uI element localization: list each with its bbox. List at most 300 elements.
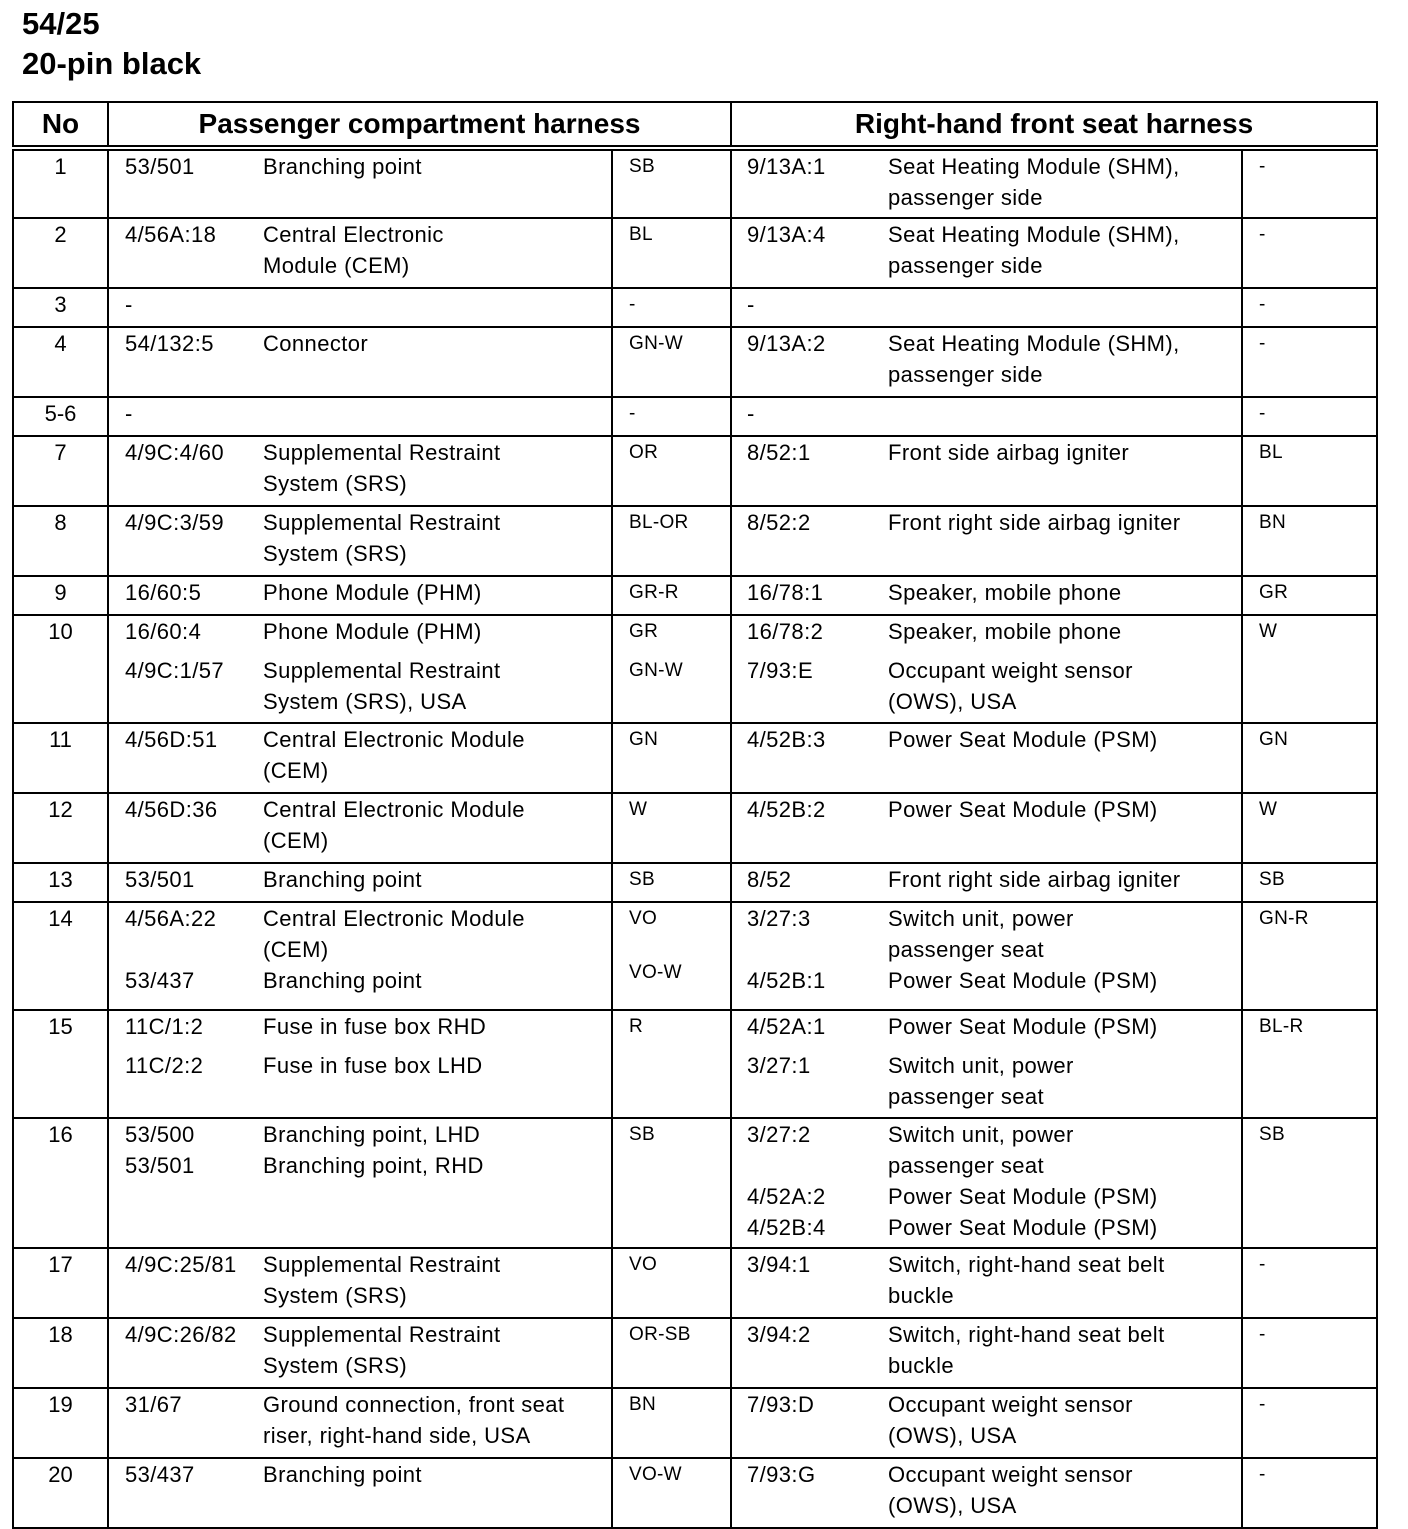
seat-component-id: 4/52B:3	[747, 727, 826, 752]
line-spacer	[125, 934, 250, 965]
passenger-component-id-cell	[108, 1010, 250, 1118]
passenger-wire-colour-cell	[612, 436, 731, 506]
passenger-description: Module (CEM)	[263, 253, 410, 278]
seat-component-id-cell	[731, 576, 873, 615]
passenger-wire-colour-cell	[612, 1388, 731, 1458]
table-row	[13, 1010, 1377, 1118]
line-spacer	[747, 686, 873, 717]
seat-component-id-cell	[731, 148, 873, 218]
seat-component-id: 8/52:2	[747, 510, 811, 535]
passenger-wire-colour-cell	[612, 793, 731, 863]
seat-component-id: 7/93:D	[747, 1392, 815, 1417]
header-no: No	[13, 102, 108, 148]
passenger-component-id-cell	[108, 1318, 250, 1388]
seat-component-id-cell	[731, 793, 873, 863]
seat-description-cell	[873, 615, 1242, 723]
header-passenger-harness: Passenger compartment harness	[108, 102, 731, 148]
table-row	[13, 288, 1377, 327]
line-spacer	[125, 1280, 250, 1311]
passenger-wire-colour: W	[629, 799, 648, 820]
seat-wire-colour-cell	[1242, 723, 1377, 793]
seat-component-id: 4/52A:2	[747, 1184, 826, 1209]
seat-description: Power Seat Module (PSM)	[888, 968, 1158, 993]
seat-wire-colour: SB	[1259, 1124, 1285, 1145]
seat-description: Power Seat Module (PSM)	[888, 1215, 1158, 1240]
passenger-description-cell	[250, 793, 612, 863]
seat-wire-colour: -	[1259, 1394, 1266, 1415]
seat-wire-colour-cell	[1242, 1248, 1377, 1318]
seat-component-id-cell	[731, 1388, 873, 1458]
passenger-wire-colour-cell	[612, 1118, 731, 1248]
passenger-component-id: 53/437	[125, 1462, 195, 1487]
passenger-description: Supplemental Restraint	[263, 510, 501, 535]
passenger-component-id: 53/500	[125, 1122, 195, 1147]
seat-component-id-cell	[731, 288, 873, 327]
seat-wire-colour: GN-R	[1259, 908, 1309, 929]
seat-component-id-cell	[731, 615, 873, 723]
passenger-wire-colour-cell	[612, 902, 731, 1010]
seat-description: Power Seat Module (PSM)	[888, 797, 1158, 822]
table-row	[13, 615, 1377, 723]
seat-description: (OWS), USA	[888, 1493, 1017, 1518]
line-spacer	[125, 538, 250, 569]
seat-description: passenger seat	[888, 937, 1045, 962]
passenger-description: Branching point	[263, 867, 422, 892]
seat-description: Switch unit, power	[888, 1053, 1074, 1078]
passenger-description-cell	[250, 397, 612, 436]
seat-component-id: 3/27:2	[747, 1122, 811, 1147]
passenger-description: Supplemental Restraint	[263, 1252, 501, 1277]
table-header	[13, 102, 1377, 148]
passenger-wire-colour-cell	[612, 723, 731, 793]
seat-wire-colour: -	[1259, 1254, 1266, 1275]
table-row	[13, 723, 1377, 793]
passenger-description-cell	[250, 615, 612, 723]
seat-description-cell	[873, 1318, 1242, 1388]
passenger-wire-colour: BL-OR	[629, 512, 689, 533]
seat-wire-colour: -	[1259, 403, 1266, 424]
seat-component-id-cell	[731, 1458, 873, 1528]
passenger-wire-colour: OR-SB	[629, 1324, 691, 1345]
passenger-description: (CEM)	[263, 937, 329, 962]
table-row	[13, 863, 1377, 902]
seat-description-cell	[873, 436, 1242, 506]
passenger-description: Branching point	[263, 968, 422, 993]
passenger-wire-colour-cell	[612, 218, 731, 288]
passenger-component-id: -	[125, 401, 133, 426]
seat-description-cell	[873, 218, 1242, 288]
line-spacer	[747, 359, 873, 390]
passenger-component-id-cell	[108, 1458, 250, 1528]
seat-component-id: 4/52B:1	[747, 968, 826, 993]
seat-wire-colour: -	[1259, 156, 1266, 177]
pin-number: 13	[13, 863, 108, 902]
seat-wire-colour: GN	[1259, 729, 1289, 750]
passenger-component-id: 11C/2:2	[125, 1053, 204, 1078]
table-row	[13, 397, 1377, 436]
seat-wire-colour: W	[1259, 799, 1278, 820]
passenger-wire-colour: GR-R	[629, 582, 679, 603]
seat-component-id: -	[747, 292, 755, 317]
seat-wire-colour-cell	[1242, 327, 1377, 397]
pin-number: 4	[13, 327, 108, 397]
line-spacer	[747, 250, 873, 281]
pin-number: 16	[13, 1118, 108, 1248]
seat-component-id-cell	[731, 506, 873, 576]
seat-wire-colour-cell	[1242, 218, 1377, 288]
line-spacer	[747, 182, 873, 213]
seat-component-id-cell	[731, 723, 873, 793]
table-row	[13, 902, 1377, 1010]
seat-component-id: 7/93:E	[747, 658, 814, 683]
seat-description: Switch, right-hand seat belt	[888, 1322, 1165, 1347]
seat-wire-colour: -	[1259, 1464, 1266, 1485]
seat-wire-colour: -	[1259, 224, 1266, 245]
passenger-description-cell	[250, 902, 612, 1010]
passenger-component-id-cell	[108, 436, 250, 506]
seat-description: (OWS), USA	[888, 1423, 1017, 1448]
passenger-description: Fuse in fuse box LHD	[263, 1053, 483, 1078]
line-spacer	[747, 934, 873, 965]
pin-number: 2	[13, 218, 108, 288]
passenger-component-id: 4/56D:51	[125, 727, 218, 752]
seat-component-id: 8/52:1	[747, 440, 811, 465]
passenger-component-id: -	[125, 292, 133, 317]
passenger-wire-colour: VO-W	[629, 1464, 682, 1485]
seat-component-id-cell	[731, 218, 873, 288]
pin-number: 14	[13, 902, 108, 1010]
passenger-wire-colour: R	[629, 1016, 644, 1037]
passenger-wire-colour: VO-W	[629, 962, 682, 983]
seat-wire-colour-cell	[1242, 1458, 1377, 1528]
seat-description-cell	[873, 1458, 1242, 1528]
connector-type: 20-pin black	[22, 46, 202, 81]
seat-component-id: 9/13A:1	[747, 154, 826, 179]
line-spacer	[125, 686, 250, 717]
seat-component-id: -	[747, 401, 755, 426]
passenger-component-id-cell	[108, 506, 250, 576]
passenger-description: Phone Module (PHM)	[263, 619, 482, 644]
pin-number: 12	[13, 793, 108, 863]
passenger-component-id-cell	[108, 576, 250, 615]
passenger-description: Supplemental Restraint	[263, 658, 501, 683]
seat-description-cell	[873, 327, 1242, 397]
seat-wire-colour: -	[1259, 294, 1266, 315]
passenger-wire-colour-cell	[612, 327, 731, 397]
passenger-component-id-cell	[108, 1388, 250, 1458]
table-row	[13, 1388, 1377, 1458]
seat-component-id: 7/93:G	[747, 1462, 816, 1487]
passenger-wire-colour-cell	[612, 576, 731, 615]
passenger-description: System (SRS)	[263, 1353, 408, 1378]
seat-description-cell	[873, 148, 1242, 218]
table-row	[13, 148, 1377, 218]
pin-number: 11	[13, 723, 108, 793]
passenger-wire-colour-cell	[612, 397, 731, 436]
seat-wire-colour: SB	[1259, 869, 1285, 890]
passenger-component-id: 4/9C:1/57	[125, 658, 225, 683]
passenger-wire-colour-cell	[612, 1010, 731, 1118]
passenger-description: Central Electronic Module	[263, 906, 525, 931]
pin-number: 15	[13, 1010, 108, 1118]
seat-wire-colour-cell	[1242, 863, 1377, 902]
passenger-description: Ground connection, front seat	[263, 1392, 565, 1417]
passenger-wire-colour: SB	[629, 869, 655, 890]
pin-number: 9	[13, 576, 108, 615]
line-spacer	[747, 1490, 873, 1521]
seat-wire-colour-cell	[1242, 576, 1377, 615]
table-row	[13, 1318, 1377, 1388]
seat-component-id: 16/78:1	[747, 580, 824, 605]
pin-table	[12, 101, 1378, 1529]
passenger-component-id: 53/501	[125, 154, 195, 179]
passenger-component-id-cell	[108, 615, 250, 723]
line-spacer	[125, 468, 250, 499]
seat-description: Seat Heating Module (SHM),	[888, 222, 1180, 247]
seat-description: Seat Heating Module (SHM),	[888, 154, 1180, 179]
pin-number: 8	[13, 506, 108, 576]
passenger-description: Fuse in fuse box RHD	[263, 1014, 487, 1039]
pin-number: 17	[13, 1248, 108, 1318]
pin-number: 20	[13, 1458, 108, 1528]
seat-wire-colour-cell	[1242, 902, 1377, 1010]
seat-component-id: 9/13A:2	[747, 331, 826, 356]
seat-description-cell	[873, 902, 1242, 1010]
seat-wire-colour-cell	[1242, 1318, 1377, 1388]
passenger-component-id-cell	[108, 863, 250, 902]
passenger-wire-colour: OR	[629, 442, 659, 463]
passenger-description-cell	[250, 506, 612, 576]
seat-component-id: 3/94:1	[747, 1252, 811, 1277]
seat-description: passenger seat	[888, 1153, 1045, 1178]
seat-description: Switch unit, power	[888, 1122, 1074, 1147]
seat-component-id: 3/27:3	[747, 906, 811, 931]
line-spacer	[747, 1150, 873, 1181]
seat-component-id: 3/27:1	[747, 1053, 811, 1078]
seat-component-id: 9/13A:4	[747, 222, 826, 247]
seat-description: passenger side	[888, 253, 1043, 278]
line-spacer	[747, 1420, 873, 1451]
passenger-component-id-cell	[108, 723, 250, 793]
seat-wire-colour-cell	[1242, 615, 1377, 723]
seat-description: Occupant weight sensor	[888, 1462, 1133, 1487]
passenger-component-id: 53/437	[125, 968, 195, 993]
table-row	[13, 218, 1377, 288]
seat-description-cell	[873, 1388, 1242, 1458]
seat-component-id: 8/52	[747, 867, 792, 892]
pin-number: 10	[13, 615, 108, 723]
seat-component-id-cell	[731, 902, 873, 1010]
passenger-component-id: 53/501	[125, 1153, 195, 1178]
passenger-wire-colour: GN-W	[629, 333, 683, 354]
seat-description: Front right side airbag igniter	[888, 867, 1181, 892]
seat-description: passenger side	[888, 185, 1043, 210]
connector-id: 54/25	[22, 6, 100, 41]
table-row	[13, 506, 1377, 576]
passenger-description: Central Electronic Module	[263, 797, 525, 822]
passenger-description: (CEM)	[263, 758, 329, 783]
seat-description: Switch, right-hand seat belt	[888, 1252, 1165, 1277]
passenger-component-id: 53/501	[125, 867, 195, 892]
pin-number: 7	[13, 436, 108, 506]
table-row	[13, 1248, 1377, 1318]
table-row	[13, 1118, 1377, 1248]
seat-wire-colour: W	[1259, 621, 1278, 642]
passenger-component-id: 4/9C:25/81	[125, 1252, 237, 1277]
passenger-wire-colour-cell	[612, 1318, 731, 1388]
seat-description: Power Seat Module (PSM)	[888, 727, 1158, 752]
passenger-wire-colour: -	[629, 294, 636, 315]
passenger-description-cell	[250, 1388, 612, 1458]
passenger-description-cell	[250, 218, 612, 288]
passenger-wire-colour-cell	[612, 615, 731, 723]
passenger-wire-colour: BN	[629, 1394, 656, 1415]
passenger-component-id: 4/9C:26/82	[125, 1322, 237, 1347]
seat-description: (OWS), USA	[888, 689, 1017, 714]
seat-description: Occupant weight sensor	[888, 1392, 1133, 1417]
seat-description: Front side airbag igniter	[888, 440, 1130, 465]
seat-description: Seat Heating Module (SHM),	[888, 331, 1180, 356]
passenger-description: Branching point, RHD	[263, 1153, 484, 1178]
passenger-description: Branching point, LHD	[263, 1122, 481, 1147]
passenger-component-id: 54/132:5	[125, 331, 214, 356]
seat-component-id-cell	[731, 1318, 873, 1388]
passenger-component-id: 31/67	[125, 1392, 183, 1417]
seat-wire-colour: BL	[1259, 442, 1283, 463]
seat-description-cell	[873, 1118, 1242, 1248]
passenger-wire-colour: VO	[629, 1254, 658, 1275]
seat-description: Switch unit, power	[888, 906, 1074, 931]
seat-component-id: 4/52A:1	[747, 1014, 826, 1039]
seat-description-cell	[873, 1010, 1242, 1118]
seat-component-id-cell	[731, 397, 873, 436]
seat-description: Power Seat Module (PSM)	[888, 1184, 1158, 1209]
seat-description-cell	[873, 288, 1242, 327]
passenger-description-cell	[250, 1318, 612, 1388]
seat-component-id: 16/78:2	[747, 619, 824, 644]
seat-description: Speaker, mobile phone	[888, 619, 1122, 644]
passenger-description: Phone Module (PHM)	[263, 580, 482, 605]
passenger-component-id: 4/56A:22	[125, 906, 217, 931]
passenger-component-id: 4/9C:4/60	[125, 440, 225, 465]
passenger-description-cell	[250, 436, 612, 506]
pin-number: 3	[13, 288, 108, 327]
passenger-description-cell	[250, 1248, 612, 1318]
table-row	[13, 576, 1377, 615]
table-row	[13, 327, 1377, 397]
seat-wire-colour: BL-R	[1259, 1016, 1304, 1037]
passenger-description-cell	[250, 327, 612, 397]
seat-component-id-cell	[731, 1010, 873, 1118]
passenger-description-cell	[250, 723, 612, 793]
passenger-description: Central Electronic	[263, 222, 444, 247]
passenger-description: (CEM)	[263, 828, 329, 853]
pin-number: 1	[13, 148, 108, 218]
passenger-description-cell	[250, 1010, 612, 1118]
seat-wire-colour-cell	[1242, 506, 1377, 576]
passenger-wire-colour: GR	[629, 621, 659, 642]
seat-description: buckle	[888, 1353, 955, 1378]
seat-wire-colour-cell	[1242, 1118, 1377, 1248]
passenger-wire-colour-cell	[612, 506, 731, 576]
seat-description-cell	[873, 793, 1242, 863]
passenger-description: System (SRS)	[263, 541, 408, 566]
seat-description-cell	[873, 397, 1242, 436]
seat-description: buckle	[888, 1283, 955, 1308]
passenger-wire-colour-cell	[612, 148, 731, 218]
passenger-wire-colour: VO	[629, 908, 658, 929]
line-spacer	[125, 1350, 250, 1381]
passenger-description-cell	[250, 576, 612, 615]
passenger-description: riser, right-hand side, USA	[263, 1423, 531, 1448]
passenger-description: System (SRS)	[263, 1283, 408, 1308]
passenger-component-id-cell	[108, 793, 250, 863]
passenger-component-id-cell	[108, 1248, 250, 1318]
passenger-description: Central Electronic Module	[263, 727, 525, 752]
seat-description-cell	[873, 1248, 1242, 1318]
seat-description: Front right side airbag igniter	[888, 510, 1181, 535]
line-spacer	[125, 1420, 250, 1451]
passenger-description: Connector	[263, 331, 369, 356]
line-spacer	[747, 1280, 873, 1311]
passenger-wire-colour: SB	[629, 1124, 655, 1145]
pin-number: 5-6	[13, 397, 108, 436]
passenger-wire-colour: -	[629, 403, 636, 424]
seat-wire-colour: -	[1259, 1324, 1266, 1345]
passenger-wire-colour-cell	[612, 1458, 731, 1528]
passenger-wire-colour-cell	[612, 863, 731, 902]
passenger-description: Supplemental Restraint	[263, 1322, 501, 1347]
seat-wire-colour-cell	[1242, 436, 1377, 506]
line-spacer	[747, 1081, 873, 1112]
seat-description-cell	[873, 576, 1242, 615]
line-spacer	[125, 825, 250, 856]
seat-description: Occupant weight sensor	[888, 658, 1133, 683]
passenger-description: System (SRS)	[263, 471, 408, 496]
passenger-wire-colour: BL	[629, 224, 653, 245]
passenger-description-cell	[250, 863, 612, 902]
pin-number: 19	[13, 1388, 108, 1458]
seat-wire-colour: GR	[1259, 582, 1289, 603]
seat-wire-colour-cell	[1242, 793, 1377, 863]
seat-component-id-cell	[731, 863, 873, 902]
seat-wire-colour-cell	[1242, 1010, 1377, 1118]
passenger-component-id: 16/60:4	[125, 619, 202, 644]
passenger-component-id-cell	[108, 218, 250, 288]
header-seat-harness: Right-hand front seat harness	[731, 102, 1377, 148]
passenger-description: Branching point	[263, 1462, 422, 1487]
line-spacer	[747, 1350, 873, 1381]
passenger-wire-colour: GN-W	[629, 660, 683, 681]
seat-component-id: 4/52B:2	[747, 797, 826, 822]
table-row	[13, 793, 1377, 863]
seat-component-id-cell	[731, 436, 873, 506]
passenger-component-id-cell	[108, 148, 250, 218]
passenger-component-id-cell	[108, 397, 250, 436]
passenger-component-id: 16/60:5	[125, 580, 202, 605]
pin-number: 18	[13, 1318, 108, 1388]
seat-description-cell	[873, 863, 1242, 902]
passenger-description-cell	[250, 288, 612, 327]
seat-description: passenger seat	[888, 1084, 1045, 1109]
passenger-component-id-cell	[108, 902, 250, 1010]
seat-description: Speaker, mobile phone	[888, 580, 1122, 605]
line-spacer	[125, 755, 250, 786]
passenger-wire-colour: SB	[629, 156, 655, 177]
passenger-description-cell	[250, 1458, 612, 1528]
seat-component-id-cell	[731, 1248, 873, 1318]
passenger-component-id: 11C/1:2	[125, 1014, 204, 1039]
